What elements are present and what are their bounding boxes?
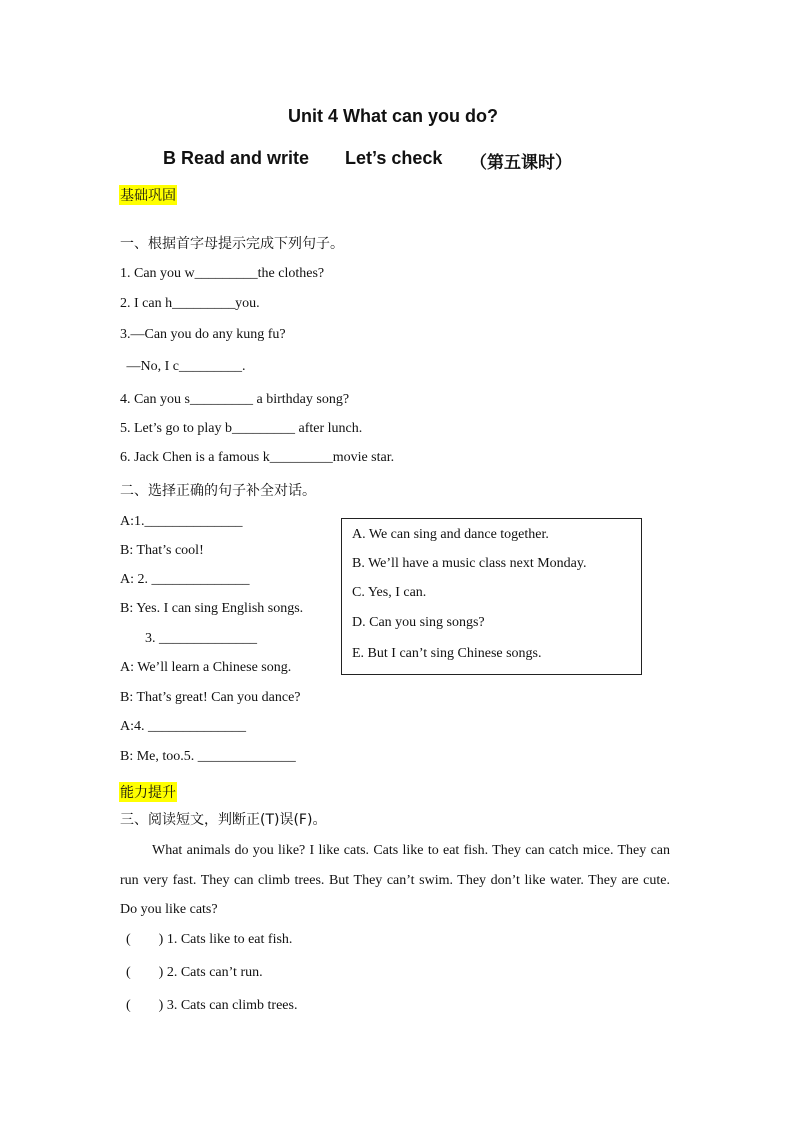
dialogue-line: A:1.______________ — [120, 514, 243, 529]
list-item: 1. Can you w_________the clothes? — [120, 266, 325, 281]
page-title: Unit 4 What can you do? — [288, 106, 498, 126]
part1-heading: 一、根据首字母提示完成下列句子。 — [120, 236, 344, 252]
judgement-question: ( ) 2. Cats can’t run. — [126, 965, 263, 980]
option-item: B. We’ll have a music class next Monday. — [352, 556, 587, 571]
list-item: 5. Let’s go to play b_________ after lunch. — [120, 421, 363, 436]
lesson-period: （第五课时） — [470, 153, 572, 173]
list-item: 4. Can you s_________ a birthday song? — [120, 392, 350, 407]
judgement-question: ( ) 3. Cats can climb trees. — [126, 998, 298, 1013]
dialogue-line: B: That’s great! Can you dance? — [120, 690, 301, 705]
list-item: 6. Jack Chen is a famous k_________movie star. — [120, 450, 395, 465]
part3-heading: 三、阅读短文，判断正(T)误(F)。 — [120, 812, 327, 828]
option-item: D. Can you sing songs? — [352, 615, 485, 630]
dialogue-line: B: Yes. I can sing English songs. — [120, 601, 304, 616]
dialogue-line: B: That’s cool! — [120, 543, 204, 558]
dialogue-line: 3. ______________ — [145, 631, 257, 646]
option-item: A. We can sing and dance together. — [352, 527, 549, 542]
list-item: 3.—Can you do any kung fu? — [120, 327, 286, 342]
dialogue-line: A:4. ______________ — [120, 719, 246, 734]
dialogue-line: A: 2. ______________ — [120, 572, 250, 587]
part2-heading: 二、选择正确的句子补全对话。 — [120, 483, 316, 499]
lesson-subtitle-check: Let’s check — [345, 148, 443, 168]
option-item: E. But I can’t sing Chinese songs. — [352, 646, 542, 661]
section-tag-basic: 基础巩固 — [119, 185, 177, 205]
list-item: 2. I can h_________you. — [120, 296, 260, 311]
option-item: C. Yes, I can. — [352, 585, 427, 600]
lesson-subtitle: B Read and write — [163, 148, 310, 168]
list-item: —No, I c_________. — [123, 359, 246, 374]
options-box — [341, 518, 642, 675]
section-tag-advanced: 能力提升 — [119, 782, 177, 802]
dialogue-line: B: Me, too.5. ______________ — [120, 749, 296, 764]
dialogue-line: A: We’ll learn a Chinese song. — [120, 660, 292, 675]
reading-passage: What animals do you like? I like cats. Cats like to eat fish. They can catch mice. They can run very fast. They can climb trees. But They can’t swim. They don’t like water. They are cute. Do you like cats? — [120, 843, 670, 917]
judgement-question: ( ) 1. Cats like to eat fish. — [126, 932, 293, 947]
